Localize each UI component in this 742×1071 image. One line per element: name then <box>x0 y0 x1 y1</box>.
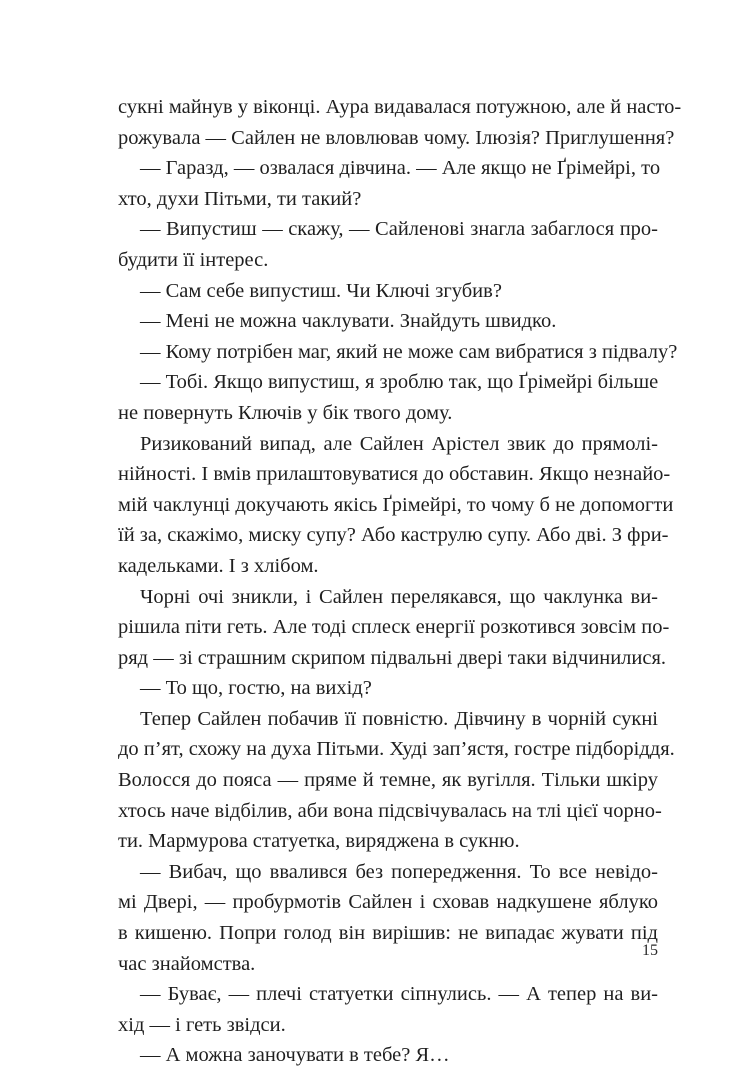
text-line: Волосся до пояса — пряме й темне, як вугілля. Тільки шкіру <box>118 769 658 792</box>
text-line: Тепер Сайлен побачив її повністю. Дівчину в чорній сукні <box>140 707 658 730</box>
text-line: мій чаклунці докучають якісь Ґрімейрі, то чому б не допомогти <box>118 493 674 516</box>
text-line: не повернуть Ключів у бік твого дому. <box>118 401 453 424</box>
text-line: — Вибач, що ввалився без попередження. То все невідо- <box>140 860 658 883</box>
text-line: будити її інтерес. <box>118 248 269 271</box>
text-line: хтось наче відбілив, аби вона підсвічувалась на тлі цієї чорно- <box>118 799 662 822</box>
body-text <box>118 92 682 1071</box>
text-line: ряд — зі страшним скрипом підвальні двері таки відчинилися. <box>118 646 667 669</box>
text-line: хто, духи Пітьми, ти такий? <box>118 187 362 210</box>
text-line: — Мені не можна чаклувати. Знайдуть швидко. <box>140 310 557 333</box>
text-line: сукні майнув у віконці. Аура видавалася потужною, але й насто- <box>118 96 682 118</box>
text-line: їй за, скажімо, миску супу? Або каструлю супу. Або дві. З фри- <box>118 524 669 547</box>
text-line: рожувала — Сайлен не вловлював чому. Ілюзія? Приглушення? <box>118 126 675 149</box>
text-line: — Сам себе випустиш. Чи Ключі згубив? <box>140 279 502 302</box>
text-line: кадельками. І з хлібом. <box>118 554 319 577</box>
text-line: — Буває, — плечі статуетки сіпнулись. — А тепер на ви- <box>140 983 658 1006</box>
text-line: час знайомства. <box>118 952 256 975</box>
text-line: Ризикований випад, але Сайлен Арістел звик до прямолі- <box>140 432 658 455</box>
text-line: хід — і геть звідси. <box>118 1013 286 1036</box>
text-line: Чорні очі зникли, і Сайлен перелякався, що чаклунка ви- <box>140 585 658 608</box>
text-line: рішила піти геть. Але тоді сплеск енергії розкотився зовсім по- <box>118 616 670 639</box>
text-line: ти. Мармурова статуетка, виряджена в сукню. <box>118 830 520 853</box>
text-line: — То що, гостю, на вихід? <box>140 677 372 700</box>
text-line: — Випустиш — скажу, — Сайленові знагла забаглося про- <box>140 218 658 241</box>
text-line: — Гаразд, — озвалася дівчина. — Але якщо не Ґрімейрі, то <box>140 157 661 180</box>
text-line: нійності. І вмів прилаштовуватися до обставин. Якщо незнайо- <box>118 463 671 486</box>
text-line: — Тобі. Якщо випустиш, я зроблю так, що Ґрімейрі більше <box>140 371 659 394</box>
text-line: — А можна заночувати в тебе? Я… <box>140 1044 450 1067</box>
page-number: 15 <box>642 942 658 959</box>
text-line: в кишеню. Попри голод він вирішив: не випадає жувати під <box>118 922 658 945</box>
text-line: до п’ят, схожу на духа Пітьми. Худі зап’ястя, гостре підборіддя. <box>118 738 675 761</box>
text-line: — Кому потрібен маг, який не може сам вибратися з підвалу? <box>140 340 678 363</box>
text-line: мі Двері, — пробурмотів Сайлен і сховав надкушене яблуко <box>118 891 658 914</box>
